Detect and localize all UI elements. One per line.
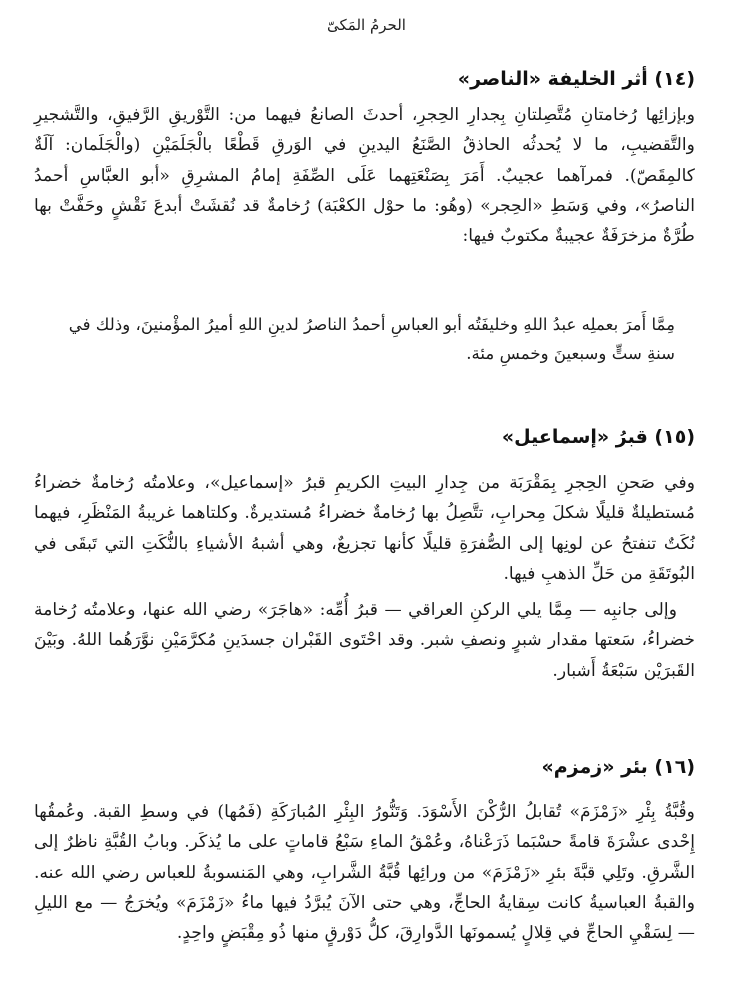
paragraph-zamzam-body: وقُبَّةُ بِئْرِ «زَمْزَمَ» تُقابلُ الرُّكْنَ الأَسْوَدَ. وَتَنُّورُ البِئْرِ المُبارَكَةِ (فَمُها) في وسطِ القبة. وعُمقُها إِحْدى عشْرَةَ قامةً حسْبَما ذَرَعْناهُ، وعُمْقُ الماءِ سَبْعُ قاماتٍ على ما يُذكَر. وبابُ القُبَّةِ ناظرٌ إلى الشَّرقِ. وتَلِي قبَّةَ بئرِ «زَمْزَمَ» من ورائِها قُبَّةُ الشَّرابِ، وهي المَنسوبةُ للعباس رضي الله عنه. والقبةُ العباسيةُ كانت سِقايةُ الحاجِّ، وهي حتى الآنَ يُبرَّدُ فيها ماءُ «زَمْزَمَ» ويُخرَجُ — مع الليلِ — لِسَقْيِ الحاجِّ في قِلالٍ يُسمونَها الدَّوارِقَ، كلُّ دَوْرقٍ منها ذُو مِقْبَضٍ واحِدٍ.: [34, 802, 695, 944]
paragraph-caliph-nasir-body: وبإزائِها رُخامتانِ مُتَّصِلتانِ بِجدارِ الحِجرِ، أحدثَ الصانعُ فيهما من: التَّوْريقِ الرَّفيقِ، والتَّشجيرِ والتَّقضيبِ، ما لا يُحدثُه الحاذقُ الصَّنَعُ اليدينِ في الوَرقِ قَطْعًا بالْجَلَمَيْنِ (والْجَلَمان: آلَةٌ كالمِقَصّ). فمرآهما عجيبٌ. أَمَرَ بِصَنْعَتِهما عَلَى الصِّفَةِ إمامُ المشرِقِ «أبو العبَّاسِ أحمدُ الناصرُ»، وفي وَسَطِ «الحِجر» (وهُو: ما حوْل الكعْبَة) رُخامةٌ قد نُقشَتْ أبدعَ نَقْشٍ وحَفَّتْ بها طُرَّةٌ مزخرَفَةٌ عجيبةٌ مكتوبٌ فيها:: [34, 105, 695, 247]
section-title-zamzam: (١٦) بئر «زمزم»: [541, 756, 695, 778]
section-title-tomb-ismail: (١٥) قبرُ «إسماعيل»: [501, 426, 695, 448]
running-header: الحرمُ المَكىّ: [327, 16, 406, 34]
paragraph-tomb-ismail-body: وفي صَحنِ الحِجرِ بِمَقْرَبَة من جِدارِ البيتِ الكريمِ قبرُ «إسماعيل»، وعلامتُه رُخامةٌ خضراءُ مُستطيلةٌ قليلًا شكلَ مِحرابِ، تتَّصِلُ بها رُخامةٌ خضراءُ مُستديرةٌ. وكلتاهما غريبةُ المَنْظَرِ، فيهما نُكَتٌ تنفتحُ عن لونِها إلى الصُّفرَةِ قليلًا كأنها تجزيعٌ، وهي أشبهُ الأشياءِ بالنُّكَتِ التي تَبقَى في البُوتَقَةِ من حَلِّ الذهبِ فيها.: [34, 473, 695, 584]
inscription-quote: مِمَّا أَمرَ بعملِه عبدُ اللهِ وخليفَتُه أبو العباسِ أحمدُ الناصرُ لدينِ اللهِ أميرُ المؤْمنينَ، وذلك في سنةِ ستٍّ وسبعينَ وخمسِ مئة.: [68, 315, 675, 363]
paragraph-tomb-hajar: وإلى جانبِه — مِمَّا يلي الركنِ العراقي — قبرُ أُمِّه: «هاجَرَ» رضي الله عنها، وعلامتُه رُخامة خضراءُ، سَعتها مقدار شبرٍ ونصفِ شبر. وقد احْتَوى القَبْران جسدَينِ مُكرَّمَيْنِ نوَّرَهُما اللهُ. وبَيْنَ القَبرَيْن سَبْعَةُ أَشبار.: [34, 600, 695, 681]
section-title-caliph-nasir: (١٤) أثر الخليفة «الناصر»: [457, 68, 695, 90]
